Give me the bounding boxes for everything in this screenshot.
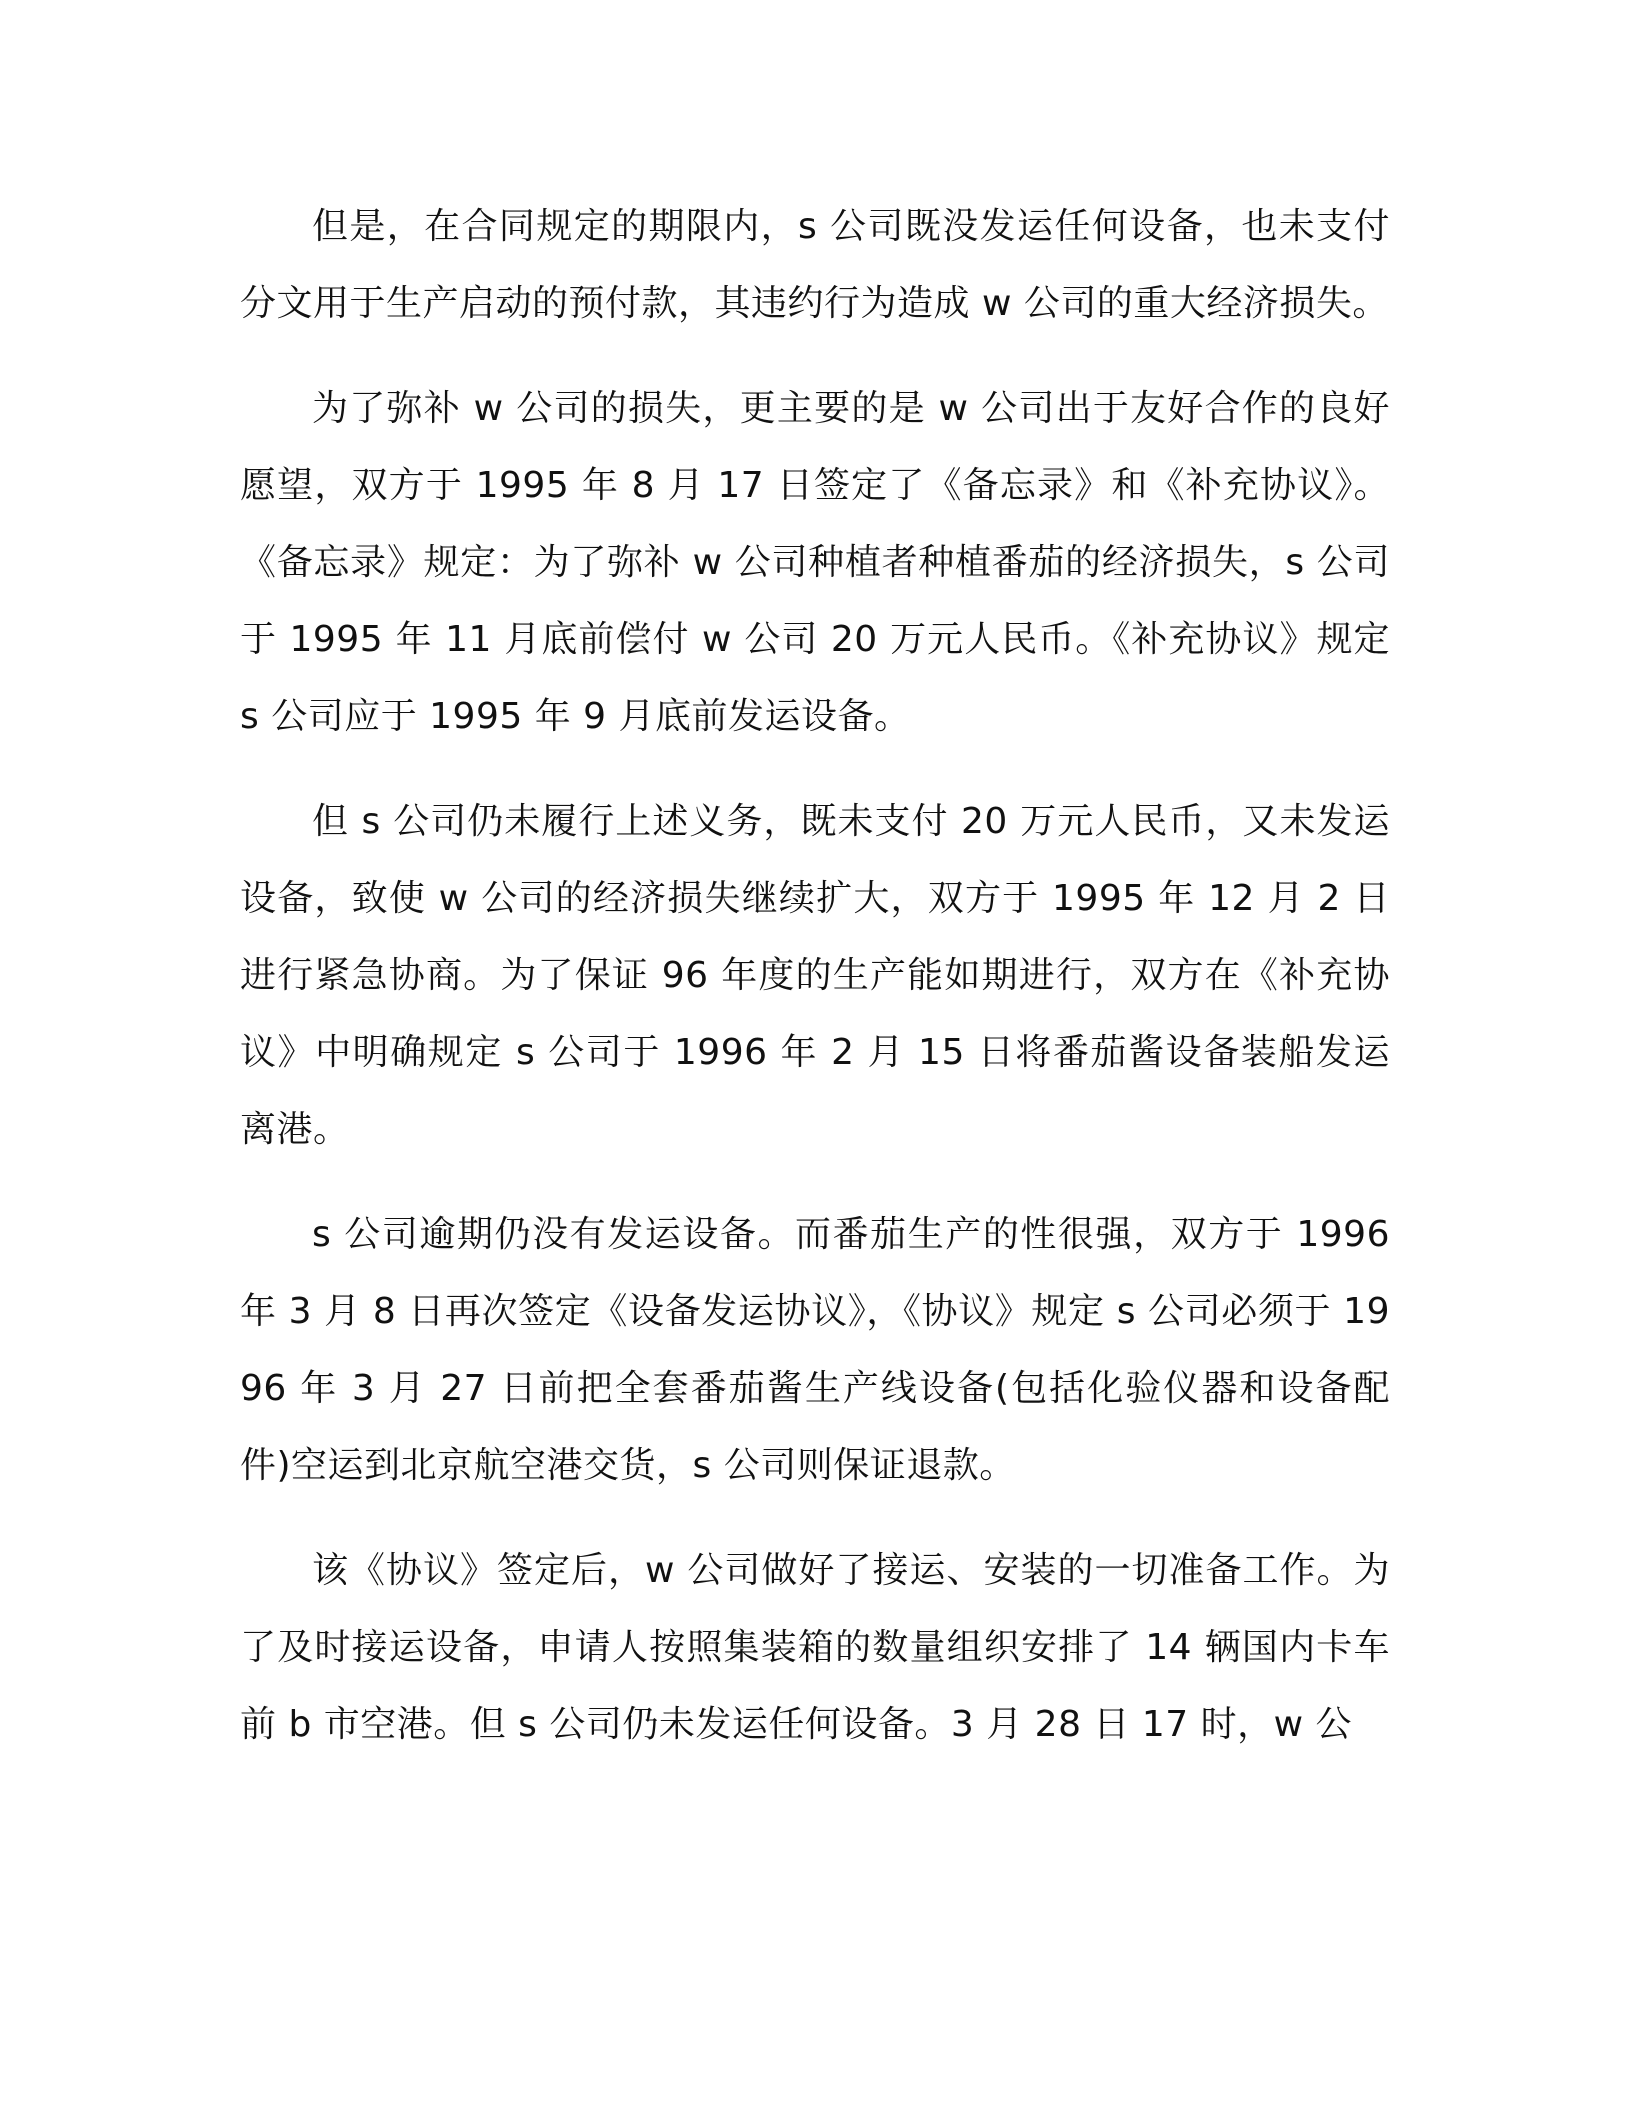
document-body [240, 188, 1390, 1789]
paragraph-1: 但是，在合同规定的期限内，s 公司既没发运任何设备，也未支付分文用于生产启动的预付款，其违约行为造成 w 公司的重大经济损失。 [240, 206, 1390, 324]
paragraph-3: 但 s 公司仍未履行上述义务，既未支付 20 万元人民币，又未发运设备，致使 w 公司的经济损失继续扩大，双方于 1995 年 12 月 2 日进行紧急协商。为了保证 96 年度的生产能如期进行，双方在《补充协议》中明确规定 s 公司于 1996 年 2 月 15 日将番茄酱设备装船发运离港。 [240, 801, 1390, 1150]
paragraph-5: 该《协议》签定后，w 公司做好了接运、安装的一切准备工作。为了及时接运设备，申请人按照集装箱的数量组织安排了 14 辆国内卡车前 b 市空港。但 s 公司仍未发运任何设备。3 月 28 日 17 时，w 公 [240, 1550, 1390, 1745]
paragraph-2: 为了弥补 w 公司的损失，更主要的是 w 公司出于友好合作的良好愿望，双方于 1995 年 8 月 17 日签定了《备忘录》和《补充协议》。《备忘录》规定：为了弥补 w 公司种植者种植番茄的经济损失，s 公司于 1995 年 11 月底前偿付 w 公司 20 万元人民币。《补充协议》规定 s 公司应于 1995 年 9 月底前发运设备。 [240, 388, 1390, 737]
paragraph-4: s 公司逾期仍没有发运设备。而番茄生产的性很强，双方于 1996 年 3 月 8 日再次签定《设备发运协议》，《协议》规定 s 公司必须于 1996 年 3 月 27 日前把全套番茄酱生产线设备(包括化验仪器和设备配件)空运到北京航空港交货，s 公司则保证退款。 [240, 1214, 1390, 1486]
